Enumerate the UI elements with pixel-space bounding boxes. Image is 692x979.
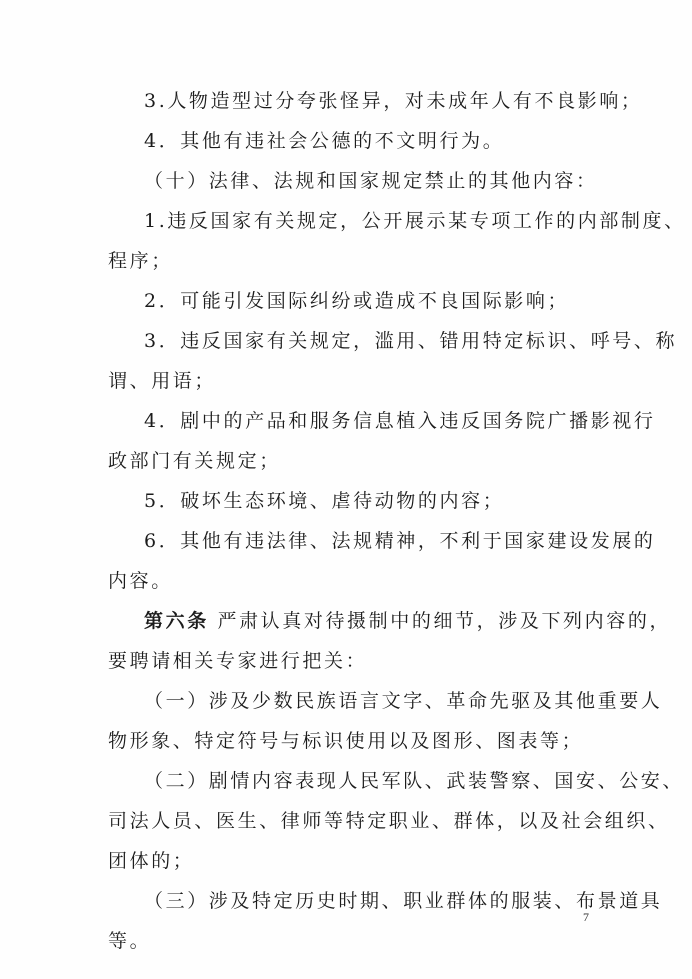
text-line-21: （三）涉及特定历史时期、职业群体的服装、布景道具 bbox=[144, 890, 663, 912]
text-line-1: 3.人物造型过分夸张怪异，对未成年人有不良影响； bbox=[144, 90, 643, 112]
text-line-9: 4．剧中的产品和服务信息植入违反国务院广播影视行 bbox=[144, 410, 656, 432]
text-line-5: 程序； bbox=[108, 250, 173, 272]
text-line-13: 内容。 bbox=[108, 570, 173, 592]
article-6-line bbox=[144, 608, 671, 634]
text-line-18: （二）剧情内容表现人民军队、武装警察、国安、公安、 bbox=[144, 770, 685, 792]
text-line-20: 团体的； bbox=[108, 850, 195, 872]
text-line-10: 政部门有关规定； bbox=[108, 450, 281, 472]
text-line-2: 4．其他有违社会公德的不文明行为。 bbox=[144, 130, 505, 152]
text-line-17: 物形象、特定符号与标识使用以及图形、图表等； bbox=[108, 730, 584, 752]
text-line-7: 3．违反国家有关规定，滥用、错用特定标识、呼号、称 bbox=[144, 330, 678, 352]
text-line-22: 等。 bbox=[108, 930, 152, 952]
page-number: 7 bbox=[583, 910, 589, 924]
text-line-4: 1.违反国家有关规定，公开展示某专项工作的内部制度、 bbox=[144, 210, 686, 232]
article-label: 第六条 bbox=[144, 610, 209, 632]
text-line-6: 2．可能引发国际纠纷或造成不良国际影响； bbox=[144, 290, 570, 312]
text-line-11: 5．破坏生态环境、虐待动物的内容； bbox=[144, 490, 505, 512]
article-6-text: 严肃认真对待摄制中的细节，涉及下列内容的， bbox=[217, 610, 672, 632]
text-line-8: 谓、用语； bbox=[108, 370, 217, 392]
text-line-19: 司法人员、医生、律师等特定职业、群体，以及社会组织、 bbox=[108, 810, 670, 832]
text-line-15: 要聘请相关专家进行把关： bbox=[108, 650, 368, 672]
text-line-16: （一）涉及少数民族语言文字、革命先驱及其他重要人 bbox=[144, 690, 663, 712]
text-line-3: （十）法律、法规和国家规定禁止的其他内容： bbox=[144, 170, 598, 192]
text-line-12: 6．其他有违法律、法规精神，不利于国家建设发展的 bbox=[144, 530, 656, 552]
